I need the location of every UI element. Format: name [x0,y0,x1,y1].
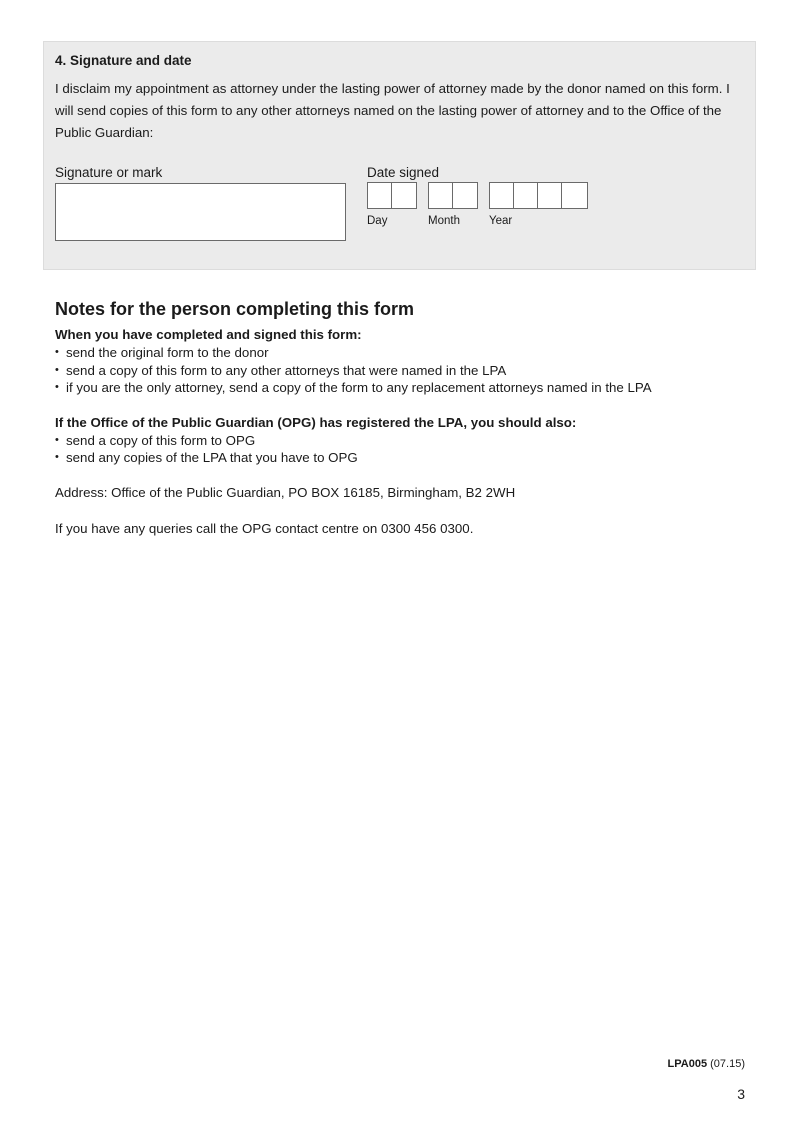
disclaimer-statement: I disclaim my appointment as attorney under the lasting power of attorney made by the donor named on this form. I will send copies of this form to any other attorneys named on the lasting power of attorney and to the Office of the Public Guardian: [55,81,730,140]
registered-heading: If the Office of the Public Guardian (OPG) has registered the LPA, you should also: [55,414,577,430]
form-code-id: LPA005 [667,1058,708,1070]
date-digit-box[interactable] [562,183,586,208]
form-version: (07.15) [710,1058,745,1070]
form-code [668,1058,745,1070]
date-digit-box[interactable] [392,183,416,208]
day-label: Day [367,215,388,227]
page-number: 3 [737,1086,745,1102]
signature-field[interactable] [55,183,346,241]
list-item: • if you are the only attorney, send a copy of the form to any replacement attorneys named in the LPA [55,379,755,397]
notes-section [55,298,755,538]
date-month-boxes[interactable] [428,182,478,209]
list-item: • send the original form to the donor [55,344,755,362]
notes-title: Notes for the person completing this form [55,299,415,319]
date-digit-box[interactable] [368,183,392,208]
list-item: • send a copy of this form to OPG [55,432,755,450]
signature-and-date-section [43,41,756,270]
date-year-boxes[interactable] [489,182,588,209]
signature-label: Signature or mark [55,165,163,180]
date-digit-box[interactable] [453,183,477,208]
completed-heading: When you have completed and signed this form: [55,327,362,342]
year-label: Year [489,215,513,227]
queries-contact: If you have any queries call the OPG contact centre on 0300 456 0300. [55,520,474,536]
date-digit-box[interactable] [538,183,562,208]
date-signed-label: Date signed [367,165,440,180]
section-title: 4. Signature and date [55,53,192,68]
registered-list [55,432,755,467]
date-day-boxes[interactable] [367,182,417,209]
date-digit-box[interactable] [490,183,514,208]
date-digit-box[interactable] [514,183,538,208]
month-label: Month [428,215,460,227]
list-item: • send any copies of the LPA that you have to OPG [55,449,755,467]
date-digit-box[interactable] [429,183,453,208]
opg-address: Address: Office of the Public Guardian, PO BOX 16185, Birmingham, B2 2WH [55,484,516,500]
completed-list [55,344,755,397]
list-item: • send a copy of this form to any other attorneys that were named in the LPA [55,362,755,380]
